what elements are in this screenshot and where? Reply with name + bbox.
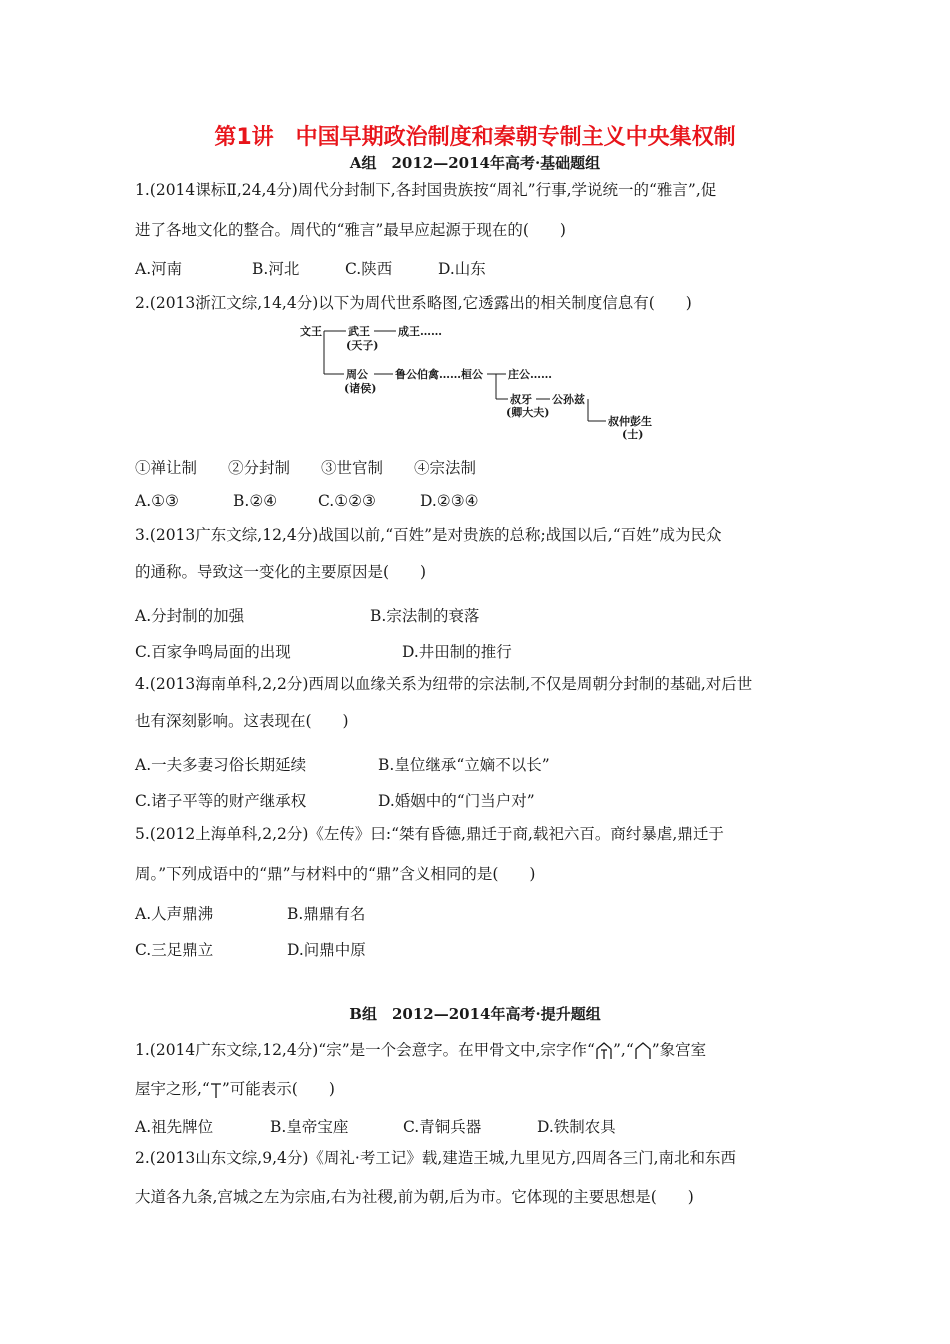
oracle-shi-glyph xyxy=(210,1080,222,1100)
tree-wuwang: 武王 xyxy=(348,325,370,338)
zhou-lineage-diagram xyxy=(290,318,670,448)
question-b1-line2 xyxy=(135,1071,335,1107)
option-b1-c: C.青铜兵器 xyxy=(403,1118,482,1136)
tree-shuya: 叔牙 xyxy=(510,393,532,406)
tree-shi: (士) xyxy=(622,428,644,441)
option-a3-a: A.分封制的加强 xyxy=(135,607,245,625)
option-a4-c: C.诸子平等的财产继承权 xyxy=(135,792,307,810)
option-a5-c: C.三足鼎立 xyxy=(135,941,214,959)
option-a3-b: B.宗法制的衰落 xyxy=(370,607,480,625)
tree-wenwang: 文王 xyxy=(300,325,322,338)
question-b1-text-3: ”象宫室 xyxy=(651,1041,707,1059)
tree-tianzi: (天子) xyxy=(346,339,379,352)
option-a4-a: A.一夫多妻习俗长期延续 xyxy=(135,756,307,774)
question-a4-line1: 4.(2013海南单科,2,2分)西周以血缘关系为纽带的宗法制,不仅是周朝分封制的基础,对后世 xyxy=(135,675,753,693)
option-a1-c: C.陕西 xyxy=(345,260,393,278)
tree-shuzhong: 叔仲彭生 xyxy=(608,415,652,428)
question-a1-line2: 进了各地文化的整合。周代的“雅言”最早应起源于现在的( ) xyxy=(135,221,566,239)
option-a2-a: A.①③ xyxy=(135,492,179,510)
option-a1-a: A.河南 xyxy=(135,260,183,278)
option-a5-b: B.鼎鼎有名 xyxy=(287,905,366,923)
question-a4-line2: 也有深刻影响。这表现在( ) xyxy=(135,712,349,730)
group-a-heading: A组 2012—2014年高考·基础题组 xyxy=(349,154,601,172)
option-a2-c: C.①②③ xyxy=(318,492,376,510)
option-b1-a: A.祖先牌位 xyxy=(135,1118,214,1136)
question-a2-line1: 2.(2013浙江文综,14,4分)以下为周代世系略图,它透露出的相关制度信息有( ) xyxy=(135,294,692,312)
tree-zhuanggong: 庄公…… xyxy=(508,368,552,381)
tree-zhougong: 周公 xyxy=(346,368,368,381)
question-a3-line2: 的通称。导致这一变化的主要原因是( ) xyxy=(135,563,427,581)
tree-gongsunzi: 公孙兹 xyxy=(552,393,585,406)
option-a5-d: D.问鼎中原 xyxy=(287,941,366,959)
question-a2-items: ①禅让制 ②分封制 ③世官制 ④宗法制 xyxy=(135,459,477,477)
option-a4-d: D.婚姻中的“门当户对” xyxy=(378,792,535,810)
tree-qingdafu: (卿大夫) xyxy=(506,406,550,419)
tree-zhuhou: (诸侯) xyxy=(344,382,377,395)
group-b-heading: B组 2012—2014年高考·提升题组 xyxy=(349,1005,601,1023)
page-title: 第1讲 中国早期政治制度和秦朝专制主义中央集权制 xyxy=(214,125,736,150)
option-b1-d: D.铁制农具 xyxy=(537,1118,616,1136)
option-a2-d: D.②③④ xyxy=(420,492,479,510)
option-a1-d: D.山东 xyxy=(438,260,486,278)
question-b2-line2: 大道各九条,宫城之左为宗庙,右为社稷,前为朝,后为市。它体现的主要思想是( ) xyxy=(135,1188,694,1206)
option-a3-c: C.百家争鸣局面的出现 xyxy=(135,643,291,661)
option-a2-b: B.②④ xyxy=(233,492,278,510)
option-a5-a: A.人声鼎沸 xyxy=(135,905,214,923)
question-a3-line1: 3.(2013广东文综,12,4分)战国以前,“百姓”是对贵族的总称;战国以后,“百姓”成为民众 xyxy=(135,526,722,544)
question-b1-text-1: 1.(2014广东文综,12,4分)“宗”是一个会意字。在甲骨文中,宗字作“ xyxy=(135,1041,595,1059)
option-a4-b: B.皇位继承“立嫡不以长” xyxy=(378,756,550,774)
question-b2-line1: 2.(2013山东文综,9,4分)《周礼·考工记》载,建造王城,九里见方,四周各三门,南北和东西 xyxy=(135,1149,737,1167)
question-a5-line2: 周。”下列成语中的“鼎”与材料中的“鼎”含义相同的是( ) xyxy=(135,865,536,883)
option-a3-d: D.井田制的推行 xyxy=(402,643,512,661)
oracle-roof-glyph xyxy=(634,1041,652,1061)
option-b1-b: B.皇帝宝座 xyxy=(270,1118,349,1136)
question-b1-text-4: 屋宇之形,“ xyxy=(135,1080,210,1098)
tree-chengwang: 成王…… xyxy=(398,325,442,338)
question-b1-text-2: ”,“ xyxy=(612,1041,634,1059)
question-a5-line1: 5.(2012上海单科,2,2分)《左传》曰:“桀有昏德,鼎迁于商,载祀六百。商纣暴虐,鼎迁于 xyxy=(135,825,724,843)
question-b1-text-5: ”可能表示( ) xyxy=(221,1080,335,1098)
question-a1-line1: 1.(2014课标Ⅱ,24,4分)周代分封制下,各封国贵族按“周礼”行事,学说统一的“雅言”,促 xyxy=(135,181,717,199)
oracle-zong-glyph xyxy=(595,1041,613,1061)
question-b1-line1 xyxy=(135,1032,706,1068)
option-a1-b: B.河北 xyxy=(252,260,300,278)
tree-lugong: 鲁公伯禽……桓公 xyxy=(395,368,483,381)
